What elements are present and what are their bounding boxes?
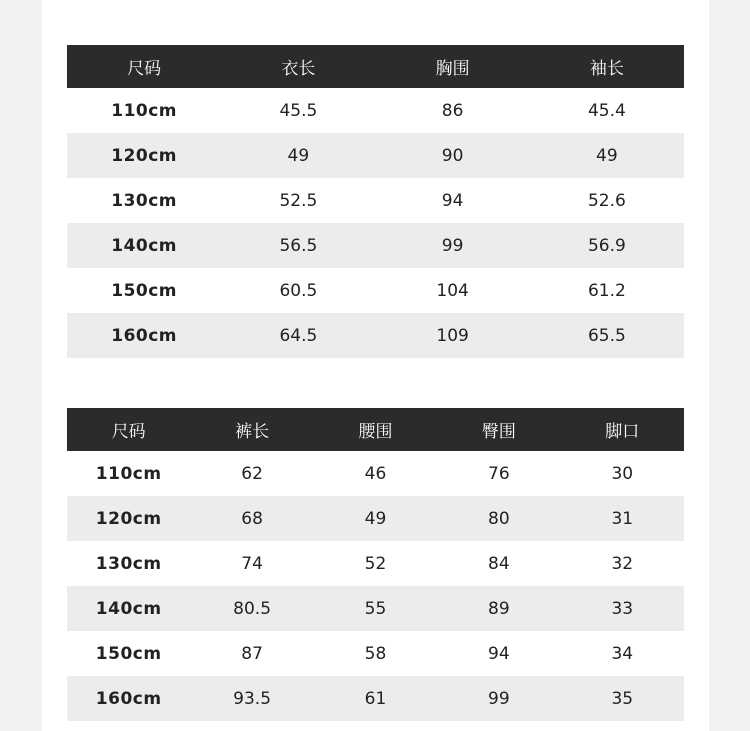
chest-cell: 109 [376,313,530,358]
hip-cell: 76 [488,463,510,484]
header-size: 尺码 [67,45,221,88]
header-pants-length: 裤长 [190,408,313,451]
hip-cell: 84 [488,553,510,574]
length-cell: 52.5 [279,190,318,211]
table-row [67,133,684,178]
pants-length-cell: 62 [241,463,263,484]
size-cell: 150cm [111,280,178,301]
header-leg-opening: 脚口 [561,408,684,451]
length-cell: 64.5 [221,313,375,358]
pants-length-cell: 74 [241,553,263,574]
table-row [67,223,684,268]
table-row [67,268,684,313]
table-row [67,631,684,676]
size-cell: 120cm [67,496,190,541]
pants-length-cell: 87 [241,643,263,664]
size-chart-page [42,0,709,731]
table-header-row [67,45,684,88]
chest-cell: 94 [441,190,464,211]
leg-opening-cell: 30 [611,463,634,484]
pants-size-table [67,408,684,721]
pants-length-cell: 93.5 [190,676,313,721]
leg-opening-cell: 31 [561,496,684,541]
pants-length-cell: 80.5 [190,586,313,631]
chest-cell: 86 [441,100,464,121]
waist-cell: 49 [314,496,437,541]
length-cell: 49 [221,133,375,178]
hip-cell: 89 [437,586,560,631]
size-cell: 130cm [95,553,162,574]
table-row [67,676,684,721]
size-cell: 140cm [67,586,190,631]
size-cell: 140cm [67,223,221,268]
size-cell: 130cm [111,190,178,211]
length-cell: 45.5 [279,100,318,121]
leg-opening-cell: 34 [611,643,634,664]
sleeve-cell: 49 [530,133,684,178]
size-cell: 160cm [67,676,190,721]
chest-cell: 99 [376,223,530,268]
pants-length-cell: 68 [190,496,313,541]
chest-cell: 90 [376,133,530,178]
sleeve-cell: 61.2 [587,280,626,301]
header-sleeve: 袖长 [530,45,684,88]
table-row [67,88,684,133]
sleeve-cell: 45.4 [587,100,626,121]
table-row [67,496,684,541]
waist-cell: 58 [364,643,387,664]
chest-cell: 104 [436,280,469,301]
sleeve-cell: 65.5 [530,313,684,358]
header-chest: 胸围 [376,45,530,88]
hip-cell: 80 [437,496,560,541]
hip-cell: 94 [488,643,510,664]
table-row [67,178,684,223]
waist-cell: 55 [314,586,437,631]
waist-cell: 52 [364,553,387,574]
table-row [67,541,684,586]
size-cell: 160cm [67,313,221,358]
table-header-row [67,408,684,451]
sleeve-cell: 56.9 [530,223,684,268]
waist-cell: 46 [364,463,387,484]
size-cell: 150cm [95,643,162,664]
hip-cell: 99 [437,676,560,721]
tops-size-table [67,45,684,358]
table-row [67,451,684,496]
header-hip: 臀围 [437,408,560,451]
table-row [67,313,684,358]
size-cell: 120cm [67,133,221,178]
length-cell: 56.5 [221,223,375,268]
leg-opening-cell: 33 [561,586,684,631]
size-cell: 110cm [111,100,178,121]
header-size: 尺码 [67,408,190,451]
header-length: 衣长 [221,45,375,88]
waist-cell: 61 [314,676,437,721]
sleeve-cell: 52.6 [587,190,626,211]
size-cell: 110cm [95,463,162,484]
length-cell: 60.5 [279,280,318,301]
leg-opening-cell: 35 [561,676,684,721]
leg-opening-cell: 32 [611,553,634,574]
table-row [67,586,684,631]
header-waist: 腰围 [314,408,437,451]
